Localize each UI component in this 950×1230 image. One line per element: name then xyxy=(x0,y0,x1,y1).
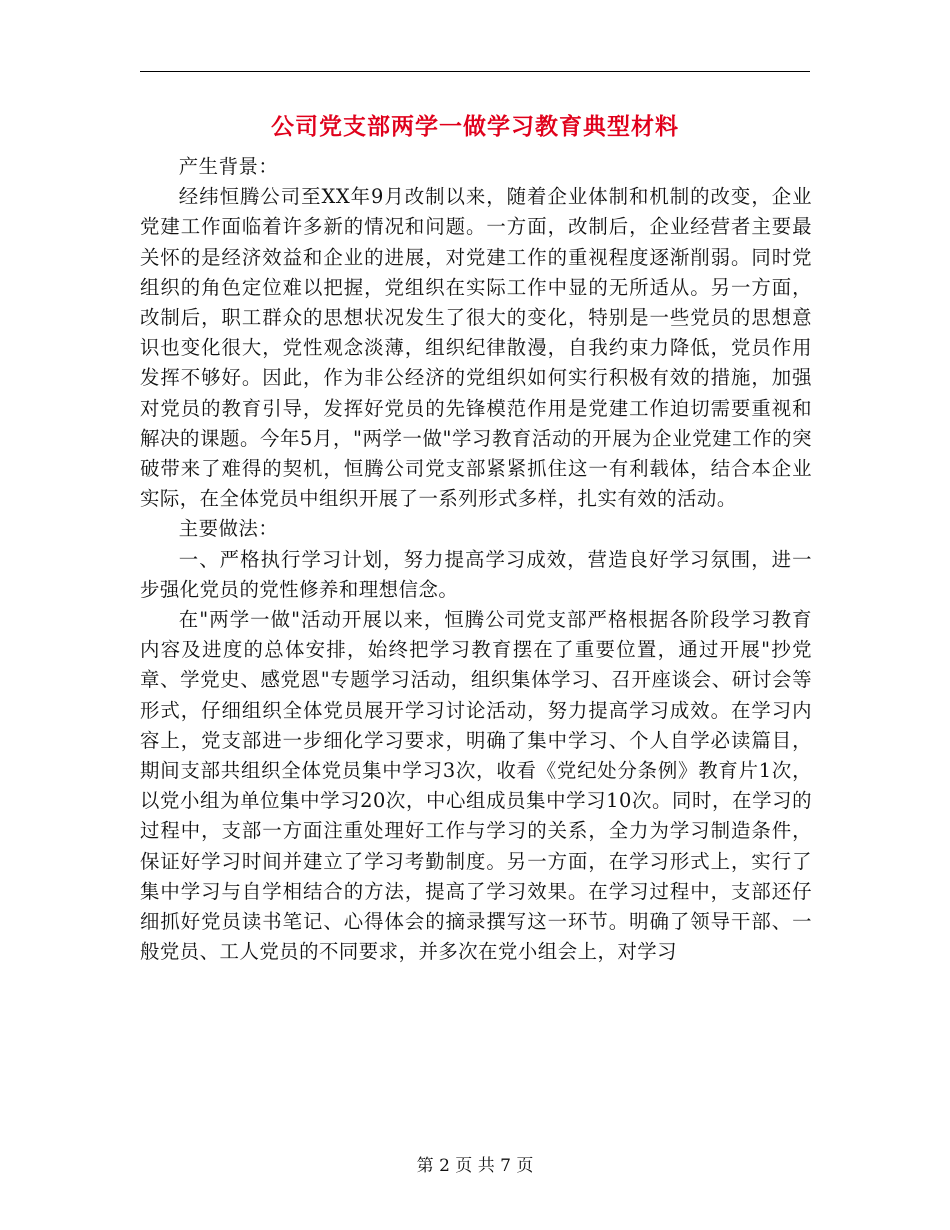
paragraph-background: 经纬恒腾公司至XX年9月改制以来，随着企业体制和机制的改变，企业党建工作面临着许多新的情况和问题。一方面，改制后，企业经营者主要最关怀的是经济效益和企业的进展，对党建工作的重视程度逐渐削弱。同时党组织的角色定位难以把握，党组织在实际工作中显的无所适从。另一方面，改制后，职工群众的思想状况发生了很大的变化，特别是一些党员的思想意识也变化很大，党性观念淡薄，组织纪律散漫，自我约束力降低，党员作用发挥不够好。因此，作为非公经济的党组织如何实行积极有效的措施，加强对党员的教育引导，发挥好党员的先锋模范作用是党建工作迫切需要重视和解决的课题。今年5月，"两学一做"学习教育活动的开展为企业党建工作的突破带来了难得的契机，恒腾公司党支部紧紧抓住这一有利载体，结合本企业实际，在全体党员中组织开展了一系列形式多样，扎实有效的活动。 xyxy=(140,185,812,511)
paragraph-method-one-detail: 在"两学一做"活动开展以来，恒腾公司党支部严格根据各阶段学习教育内容及进度的总体安排，始终把学习教育摆在了重要位置，通过开展"抄党章、学党史、感党恩"专题学习活动，组织集体学习、召开座谈会、研讨会等形式，仔细组织全体党员展开学习讨论活动，努力提高学习成效。在学习内容上，党支部进一步细化学习要求，明确了集中学习、个人自学必读篇目，期间支部共组织全体党员集中学习3次，收看《党纪处分条例》教育片1次，以党小组为单位集中学习20次，中心组成员集中学习10次。同时，在学习的过程中，支部一方面注重处理好工作与学习的关系，全力为学习制造条件，保证好学习时间并建立了学习考勤制度。另一方面，在学习形式上，实行了集中学习与自学相结合的方法，提高了学习效果。在学习过程中，支部还仔细抓好党员读书笔记、心得体会的摘录撰写这一环节。明确了领导干部、一般党员、工人党员的不同要求，并多次在党小组会上，对学习 xyxy=(140,608,812,964)
section-heading-background: 产生背景： xyxy=(178,155,279,178)
paragraph-method-one-heading: 一、严格执行学习计划，努力提高学习成效，营造良好学习氛围，进一步强化党员的党性修养和理想信念。 xyxy=(140,547,812,601)
document-title: 公司党支部两学一做学习教育典型材料 xyxy=(271,113,679,140)
section-heading-methods: 主要做法： xyxy=(178,517,279,541)
document-body xyxy=(140,152,812,967)
header-rule xyxy=(140,71,810,72)
page-number: 第 2 页 共 7 页 xyxy=(416,1156,534,1176)
